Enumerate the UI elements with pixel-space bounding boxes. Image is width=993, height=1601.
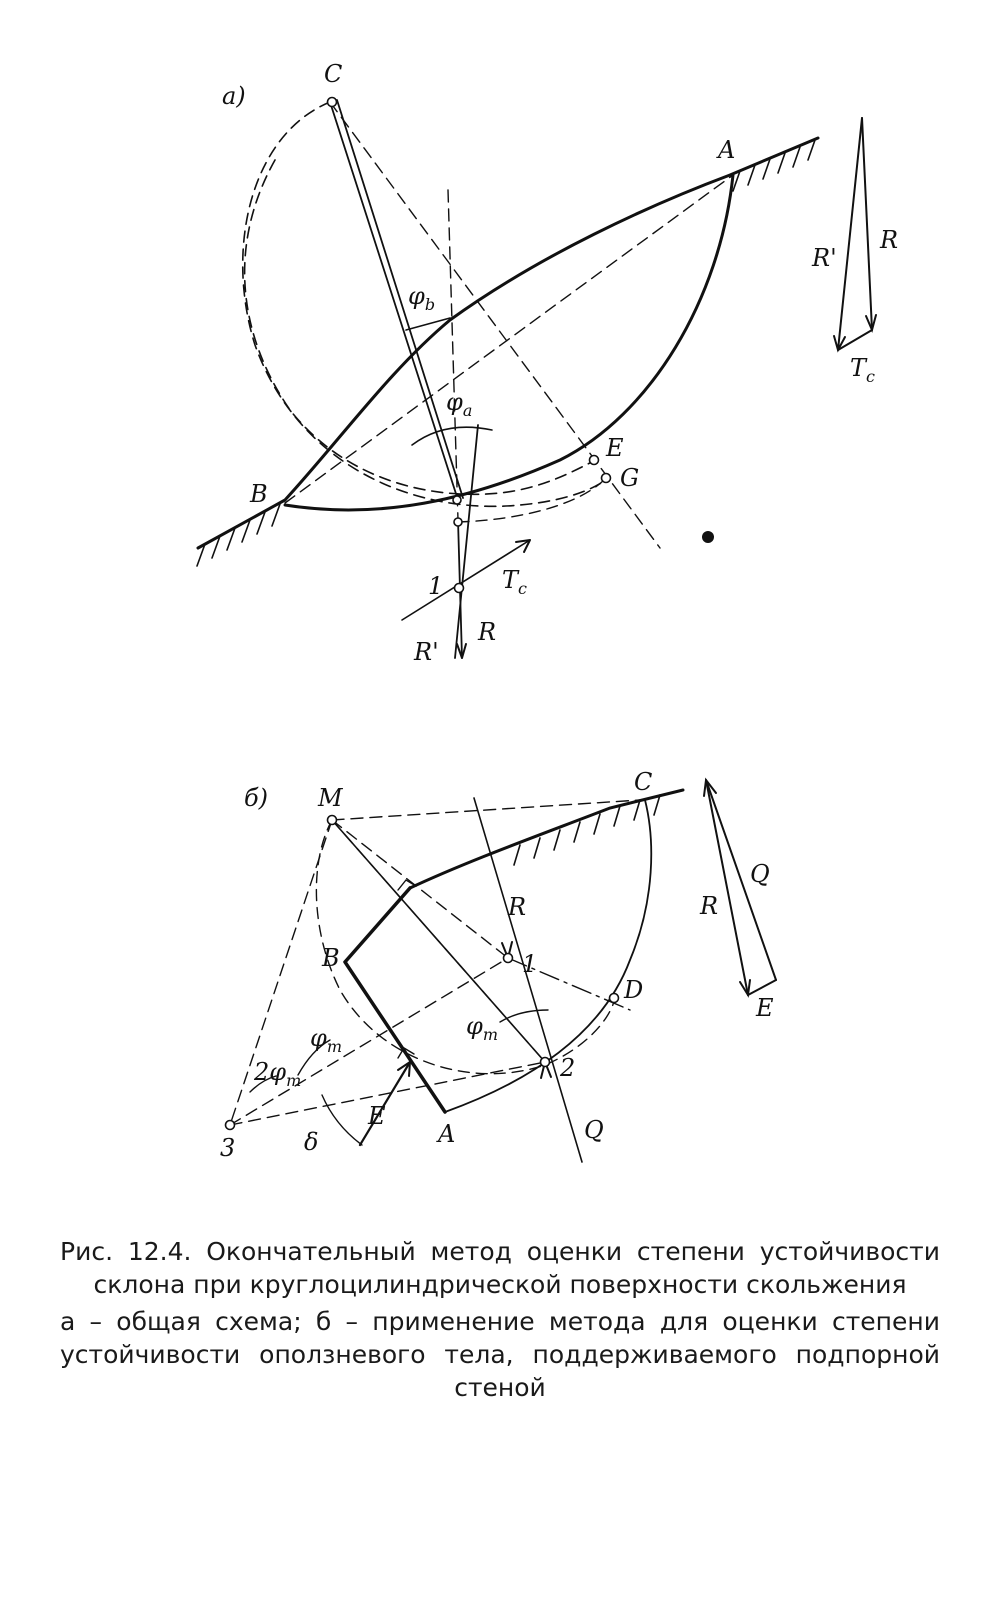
point-d <box>610 994 619 1003</box>
dashed-circle-c-inner <box>245 160 596 494</box>
label-polygon-r-prime: R' <box>812 244 837 272</box>
force-line-r-b <box>474 798 582 1162</box>
label-point-b: B <box>250 480 268 508</box>
point-1-b <box>504 954 513 963</box>
label-phi-m-2: $\varphi_m$ <box>466 1012 498 1044</box>
label-polygon-t: $T_c$ <box>850 354 875 386</box>
label-force-r-b: R <box>508 893 527 921</box>
label-point-m: M <box>318 784 343 812</box>
retaining-wall <box>345 888 445 1112</box>
label-polygon-r-b: R <box>700 892 719 920</box>
ground-surface-line <box>198 138 818 548</box>
label-point-3-b: 3 <box>220 1134 236 1162</box>
ink-blot <box>702 531 714 543</box>
ground-hatching-a <box>733 140 815 191</box>
label-point-c-b: C <box>634 768 653 796</box>
label-polygon-q-b: Q <box>750 860 770 888</box>
dashed-line-m-c <box>332 800 640 820</box>
label-point-a-b: A <box>438 1120 456 1148</box>
dashed-line-m-1 <box>332 820 508 958</box>
label-polygon-e-b: E <box>756 994 774 1022</box>
caption-title: Рис. 12.4. Окончательный метод оценки степени устойчивости склона при круглоцилиндрической поверхности скольжения <box>60 1237 940 1299</box>
point-g <box>602 474 611 483</box>
dashed-line-c-e <box>330 102 660 548</box>
label-point-b-b: B <box>322 944 340 972</box>
point-intersection-2 <box>454 518 462 526</box>
dashed-line-b-a <box>285 175 733 503</box>
dashed-vertical <box>448 190 458 520</box>
right-angle-mark-1 <box>398 880 416 890</box>
label-point-g: G <box>620 464 640 492</box>
slip-surface-arc <box>285 175 733 510</box>
point-3-b <box>226 1121 235 1130</box>
caption-legend: а – общая схема; б – применение метода для оценки степени устойчивости оползневого тела, поддерживаемого подпорной стеной <box>60 1307 940 1402</box>
label-force-e-b: E <box>368 1102 386 1130</box>
point-2-b <box>541 1058 550 1067</box>
panel-label-b: б) <box>244 784 269 812</box>
label-force-r-prime: R' <box>414 638 439 666</box>
label-phi-a: $\varphi_a$ <box>446 388 473 420</box>
dashed-arc-g <box>458 478 606 522</box>
point-c <box>328 98 337 107</box>
label-point-a: A <box>718 136 736 164</box>
ground-hatching-b2 <box>514 795 660 865</box>
label-force-q-b: Q <box>584 1116 604 1144</box>
figure-a-diagram <box>0 0 993 720</box>
ground-surface-line-b <box>410 790 683 888</box>
point-intersection-1 <box>453 496 461 504</box>
label-phi-b: $\varphi_b$ <box>408 282 436 314</box>
label-point-c: C <box>324 60 343 88</box>
angle-arc-phi-a <box>412 427 492 445</box>
label-delta: δ <box>304 1128 319 1156</box>
force-polygon-a <box>834 118 876 350</box>
figure-caption <box>60 1235 940 1404</box>
label-point-1: 1 <box>428 572 444 600</box>
label-point-1-b: 1 <box>522 950 538 978</box>
radius-line-c-1 <box>330 100 463 500</box>
point-m <box>328 816 337 825</box>
point-e <box>590 456 599 465</box>
label-force-r: R <box>478 618 497 646</box>
dashed-line-3-1 <box>230 958 508 1125</box>
point-1 <box>455 584 464 593</box>
label-phi-m: $\varphi_m$ <box>310 1024 342 1056</box>
figure-b-diagram <box>0 740 993 1190</box>
label-point-2-b: 2 <box>560 1054 576 1082</box>
ground-hatching-b <box>197 504 280 566</box>
label-point-e: E <box>606 434 624 462</box>
panel-label-a: а) <box>222 82 246 110</box>
label-2phi-m: $2\varphi_m$ <box>254 1058 302 1090</box>
label-force-t: $T_c$ <box>502 566 527 598</box>
label-point-d: D <box>624 976 644 1004</box>
label-polygon-r: R <box>880 226 899 254</box>
